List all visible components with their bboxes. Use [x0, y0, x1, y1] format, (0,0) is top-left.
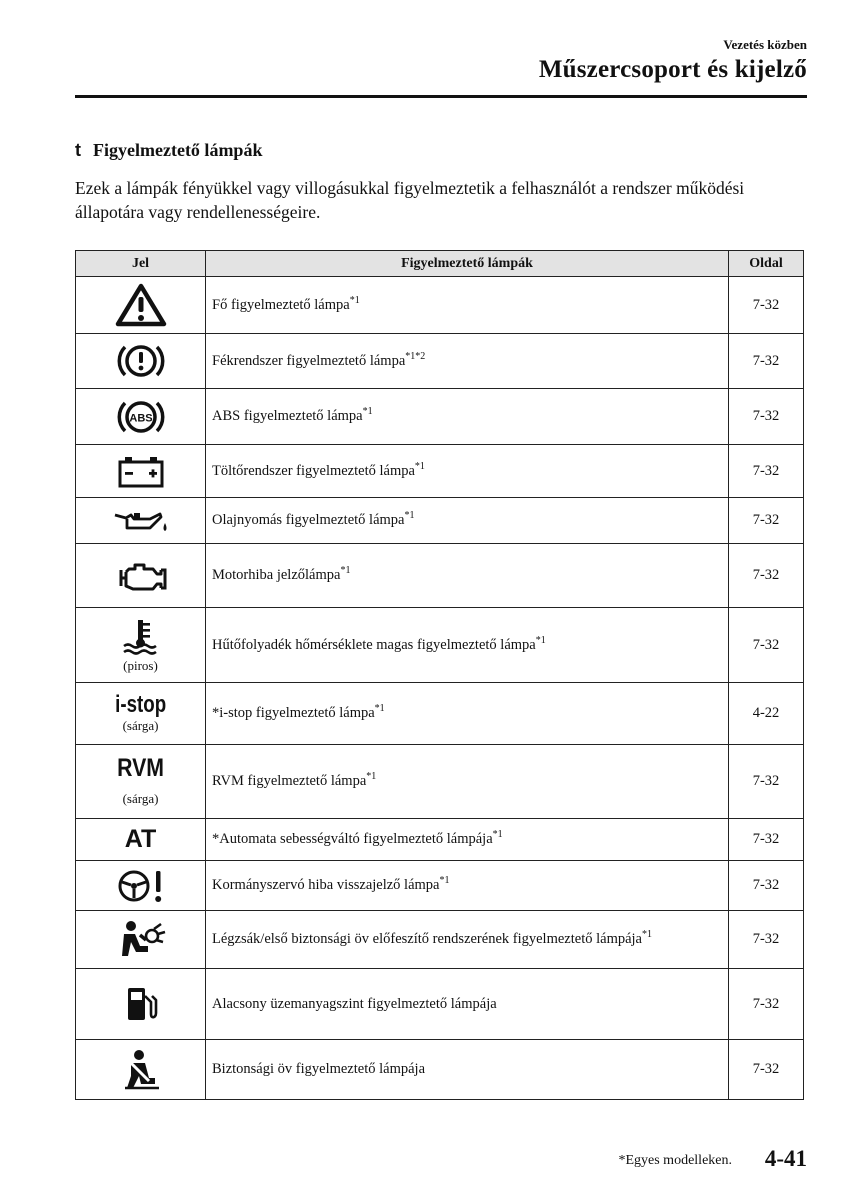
abs-icon: [114, 395, 168, 439]
table-row: [76, 334, 804, 389]
row-footnote: *1: [414, 460, 425, 472]
row-footnote: *1*2: [405, 350, 426, 362]
table-row: [76, 683, 804, 745]
svg-text:ABS: ABS: [128, 412, 153, 424]
row-footnote: *1: [349, 294, 360, 306]
row-text: ABS figyelmeztető lámpa: [212, 408, 363, 424]
at-icon: AT: [124, 825, 157, 853]
row-footnote: *1: [404, 510, 415, 522]
row-text: Motorhiba jelzőlámpa: [212, 567, 341, 583]
row-text: Kormányszervó hiba visszajelző lámpa: [212, 877, 440, 893]
oil-pressure-icon: [112, 507, 170, 535]
header-jel: Jel: [76, 251, 206, 277]
header-oldal: Oldal: [729, 251, 804, 277]
row-text: *i-stop figyelmeztető lámpa: [212, 705, 375, 721]
table-row: [76, 1040, 804, 1100]
row-page: 7-32: [729, 277, 804, 334]
section-label: Vezetés közben: [723, 37, 807, 52]
row-page: 7-32: [729, 969, 804, 1040]
row-page: 7-32: [729, 911, 804, 969]
row-page: 7-32: [729, 745, 804, 819]
table-row: [76, 277, 804, 334]
row-page: 4-22: [729, 683, 804, 745]
row-page: 7-32: [729, 389, 804, 445]
battery-icon: [116, 453, 166, 489]
row-text: RVM figyelmeztető lámpa: [212, 773, 367, 789]
row-text: Töltőrendszer figyelmeztető lámpa: [212, 462, 415, 479]
intro-paragraph: Ezek a lámpák fényükkel vagy villogásukkal figyelmeztetik a felhasználót a rendszer működési állapotára vagy rendellenességeire.: [75, 178, 745, 222]
section-heading: [75, 140, 262, 161]
footnote: *Egyes modelleken.: [618, 1153, 732, 1168]
table-row: [76, 544, 804, 608]
row-footnote: *1: [340, 565, 351, 577]
airbag-icon: [116, 918, 166, 962]
row-footnote: *1: [366, 771, 377, 783]
row-footnote: *1: [362, 406, 373, 418]
row-footnote: *1: [374, 703, 385, 715]
table-header-row: [76, 251, 804, 277]
row-page: 7-32: [729, 1040, 804, 1100]
row-text: *Automata sebességváltó figyelmeztető lámpája: [212, 831, 493, 847]
heading-bullet: t: [75, 140, 81, 160]
row-text: Fő figyelmeztető lámpa: [212, 296, 350, 313]
row-text: Alacsony üzemanyagszint figyelmeztető lámpája: [212, 995, 497, 1012]
row-footnote: *1: [492, 829, 503, 841]
brake-warning-icon: [114, 339, 168, 383]
row-page: 7-32: [729, 819, 804, 861]
row-page: 7-32: [729, 608, 804, 683]
istop-icon: i-stop: [115, 691, 166, 718]
row-footnote: *1: [439, 875, 450, 887]
page-number: 4-41: [764, 1146, 807, 1171]
table-row: [76, 608, 804, 683]
table-row: [76, 445, 804, 498]
heading-text: Figyelmeztető lámpák: [93, 140, 263, 160]
fuel-icon: [121, 984, 161, 1024]
icon-caption: (piros): [123, 657, 158, 673]
row-text: Biztonsági öv figyelmeztető lámpája: [212, 1061, 426, 1077]
rvm-icon: RVM: [117, 754, 164, 782]
row-page: 7-32: [729, 498, 804, 544]
power-steering-icon: [116, 866, 166, 906]
table-row: [76, 745, 804, 819]
header-figyelmezteto: Figyelmeztető lámpák: [206, 251, 729, 277]
seatbelt-icon: [119, 1048, 163, 1092]
row-page: 7-32: [729, 445, 804, 498]
row-text: Légzsák/első biztonsági öv előfeszítő rendszerének figyelmeztető lámpája: [212, 931, 642, 947]
row-text: Hűtőfolyadék hőmérséklete magas figyelmeztető lámpa: [212, 636, 536, 653]
row-text: Fékrendszer figyelmeztető lámpa: [212, 352, 406, 369]
engine-icon: [113, 558, 169, 594]
row-footnote: *1: [535, 634, 546, 646]
page-title: Műszercsoport és kijelző: [538, 56, 807, 83]
row-footnote: *1: [642, 929, 652, 941]
row-page: 7-32: [729, 861, 804, 911]
table-row: [76, 861, 804, 911]
row-text: Olajnyomás figyelmeztető lámpa: [212, 512, 405, 528]
table-row: [76, 911, 804, 969]
table-row: [76, 389, 804, 445]
table-row: [76, 969, 804, 1040]
warning-lamps-table: [75, 250, 804, 1100]
table-row: [76, 819, 804, 861]
title-rule: [75, 95, 807, 98]
row-page: 7-32: [729, 544, 804, 608]
master-warning-icon: [114, 282, 168, 328]
icon-caption: (sárga): [122, 718, 159, 733]
row-page: 7-32: [729, 334, 804, 389]
table-row: [76, 498, 804, 544]
icon-caption: (sárga): [122, 791, 159, 806]
coolant-temp-icon: [119, 617, 163, 657]
